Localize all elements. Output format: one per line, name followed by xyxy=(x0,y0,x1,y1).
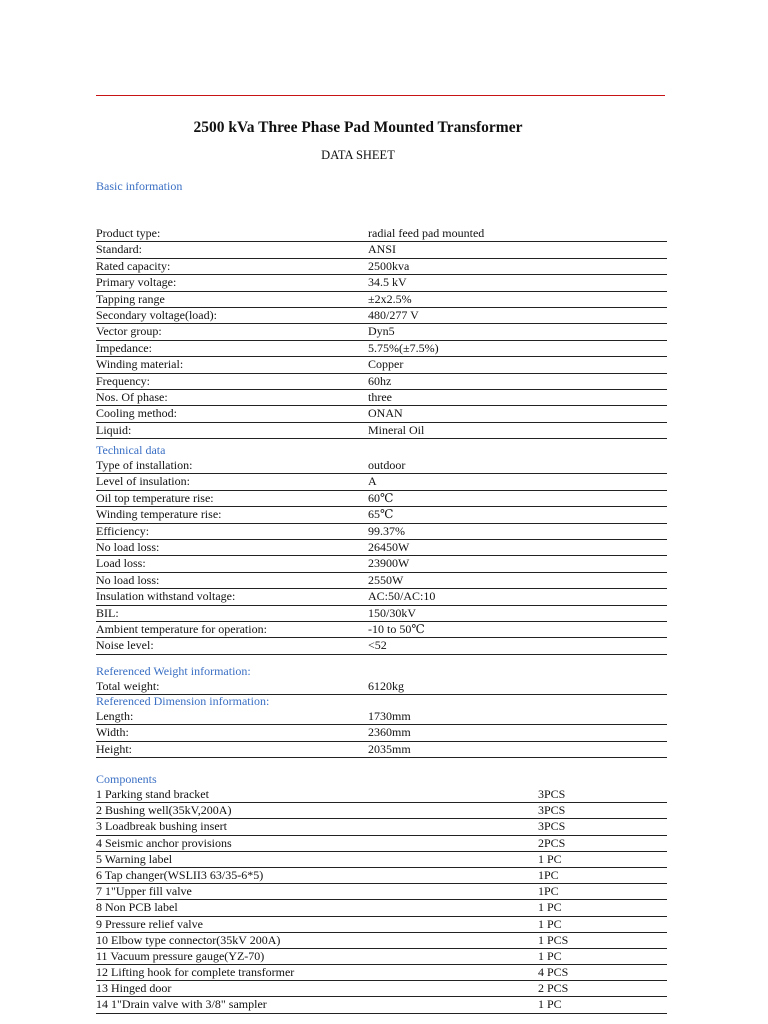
table-row xyxy=(96,742,667,758)
row-value: 2550W xyxy=(368,572,404,587)
table-row xyxy=(96,292,667,308)
row-value: 150/30kV xyxy=(368,605,416,620)
table-row xyxy=(96,491,667,507)
row-value: 4 PCS xyxy=(538,965,569,980)
row-label: Efficiency: xyxy=(96,523,150,538)
row-label: No load loss: xyxy=(96,539,160,554)
row-value: <52 xyxy=(368,638,387,653)
row-label: 1 Parking stand bracket xyxy=(96,787,209,801)
row-value: 1 PCS xyxy=(538,932,569,947)
technical-data-table xyxy=(96,458,667,655)
table-row xyxy=(96,259,667,275)
row-label: 9 Pressure relief valve xyxy=(96,916,203,931)
table-row xyxy=(96,226,667,242)
table-row xyxy=(96,679,667,695)
table-row xyxy=(96,423,667,439)
row-value: 2360mm xyxy=(368,725,411,740)
row-label: Impedance: xyxy=(96,340,152,355)
table-row xyxy=(96,933,667,949)
table-row xyxy=(96,836,667,852)
row-value: 3PCS xyxy=(538,787,566,801)
basic-info-table xyxy=(96,226,667,439)
table-row xyxy=(96,622,667,638)
row-label: BIL: xyxy=(96,605,119,620)
section-heading-basic: Basic information xyxy=(96,179,183,193)
table-row xyxy=(96,965,667,981)
table-row xyxy=(96,275,667,291)
row-label: 7 1"Upper fill valve xyxy=(96,884,192,899)
table-row xyxy=(96,540,667,556)
row-label: Secondary voltage(load): xyxy=(96,307,217,322)
row-label: Length: xyxy=(96,709,134,723)
table-row xyxy=(96,852,667,868)
table-row xyxy=(96,556,667,572)
table-row xyxy=(96,308,667,324)
table-row xyxy=(96,709,667,725)
row-value: Mineral Oil xyxy=(368,422,425,437)
row-label: Type of installation: xyxy=(96,458,193,472)
row-label: 14 1"Drain valve with 3/8" sampler xyxy=(96,997,267,1012)
row-label: 8 Non PCB label xyxy=(96,900,178,915)
row-value: 60℃ xyxy=(368,490,394,505)
row-label: 11 Vacuum pressure gauge(YZ-70) xyxy=(96,948,265,963)
row-value: three xyxy=(368,389,392,404)
row-label: Winding material: xyxy=(96,357,184,372)
row-value: outdoor xyxy=(368,458,406,472)
table-row xyxy=(96,997,667,1013)
row-label: Total weight: xyxy=(96,679,160,693)
row-value: 6120kg xyxy=(368,679,404,693)
row-label: 13 Hinged door xyxy=(96,981,172,996)
row-value: Dyn5 xyxy=(368,324,395,339)
table-row xyxy=(96,324,667,340)
row-value: 1PC xyxy=(538,867,559,882)
row-value: 99.37% xyxy=(368,523,405,538)
row-value: AC:50/AC:10 xyxy=(368,589,436,604)
row-label: Width: xyxy=(96,725,129,740)
row-label: Tapping range xyxy=(96,291,165,306)
table-row xyxy=(96,573,667,589)
row-value: 1PC xyxy=(538,884,559,899)
row-value: 65℃ xyxy=(368,507,394,522)
table-row xyxy=(96,357,667,373)
table-row xyxy=(96,725,667,741)
table-row xyxy=(96,458,667,474)
table-row xyxy=(96,884,667,900)
table-row xyxy=(96,803,667,819)
table-row xyxy=(96,374,667,390)
row-value: ±2x2.5% xyxy=(368,291,412,306)
row-value: -10 to 50℃ xyxy=(368,621,425,636)
row-label: Vector group: xyxy=(96,324,162,339)
row-value: A xyxy=(368,474,377,489)
row-value: 2035mm xyxy=(368,741,411,756)
row-value: 5.75%(±7.5%) xyxy=(368,340,439,355)
row-label: No load loss: xyxy=(96,572,160,587)
table-row xyxy=(96,868,667,884)
row-label: Primary voltage: xyxy=(96,275,177,290)
components-table xyxy=(96,787,667,1014)
row-value: 1730mm xyxy=(368,709,411,723)
row-label: Rated capacity: xyxy=(96,258,171,273)
row-label: Level of insulation: xyxy=(96,474,190,489)
document-title: 2500 kVa Three Phase Pad Mounted Transformer xyxy=(193,119,523,136)
row-value: 1 PC xyxy=(538,851,562,866)
table-row xyxy=(96,900,667,916)
row-label: Ambient temperature for operation: xyxy=(96,621,267,636)
row-label: Cooling method: xyxy=(96,406,177,421)
dimension-table xyxy=(96,709,667,758)
row-value: 60hz xyxy=(368,373,392,388)
row-label: 10 Elbow type connector(35kV 200A) xyxy=(96,932,281,947)
table-row xyxy=(96,406,667,422)
table-row xyxy=(96,390,667,406)
row-label: 5 Warning label xyxy=(96,851,173,866)
row-value: ONAN xyxy=(368,406,403,421)
weight-table xyxy=(96,679,667,695)
row-value: 23900W xyxy=(368,556,410,571)
table-row xyxy=(96,242,667,258)
document-subtitle: DATA SHEET xyxy=(321,148,395,162)
row-label: Nos. Of phase: xyxy=(96,389,168,404)
row-value: 26450W xyxy=(368,539,410,554)
row-value: 3PCS xyxy=(538,803,566,818)
row-label: Insulation withstand voltage: xyxy=(96,589,236,604)
table-row xyxy=(96,589,667,605)
table-row xyxy=(96,341,667,357)
section-heading-dimension: Referenced Dimension information: xyxy=(96,694,270,708)
row-value: radial feed pad mounted xyxy=(368,226,485,240)
row-value: 2PCS xyxy=(538,835,566,850)
row-label: 4 Seismic anchor provisions xyxy=(96,835,232,850)
row-label: Product type: xyxy=(96,226,161,240)
section-heading-weight: Referenced Weight information: xyxy=(96,664,251,678)
row-label: 2 Bushing well(35kV,200A) xyxy=(96,803,232,818)
row-value: 1 PC xyxy=(538,948,562,963)
row-label: 6 Tap changer(WSLII3 63/35-6*5) xyxy=(96,867,264,882)
row-value: 1 PC xyxy=(538,900,562,915)
table-row xyxy=(96,949,667,965)
table-row xyxy=(96,917,667,933)
row-label: Height: xyxy=(96,741,132,756)
table-row xyxy=(96,507,667,523)
row-label: 12 Lifting hook for complete transformer xyxy=(96,965,295,980)
table-row xyxy=(96,981,667,997)
table-row xyxy=(96,474,667,490)
row-label: Oil top temperature rise: xyxy=(96,490,214,505)
row-label: Load loss: xyxy=(96,556,146,571)
row-value: ANSI xyxy=(368,242,397,257)
row-label: Noise level: xyxy=(96,638,154,653)
row-value: 34.5 kV xyxy=(368,275,407,290)
section-heading-components: Components xyxy=(96,772,157,786)
section-heading-technical: Technical data xyxy=(96,443,166,457)
row-value: 2500kva xyxy=(368,258,410,273)
table-row xyxy=(96,819,667,835)
row-value: 1 PC xyxy=(538,916,562,931)
row-value: 1 PC xyxy=(538,997,562,1012)
row-value: Copper xyxy=(368,357,404,372)
row-value: 2 PCS xyxy=(538,981,569,996)
row-label: Winding temperature rise: xyxy=(96,507,222,522)
table-row xyxy=(96,606,667,622)
row-value: 3PCS xyxy=(538,819,566,834)
row-label: Standard: xyxy=(96,242,142,257)
row-label: Frequency: xyxy=(96,373,150,388)
header-rule xyxy=(96,95,665,96)
row-label: Liquid: xyxy=(96,422,132,437)
table-row xyxy=(96,787,667,803)
row-value: 480/277 V xyxy=(368,307,419,322)
row-label: 3 Loadbreak bushing insert xyxy=(96,819,227,834)
table-row xyxy=(96,638,667,654)
table-row xyxy=(96,524,667,540)
